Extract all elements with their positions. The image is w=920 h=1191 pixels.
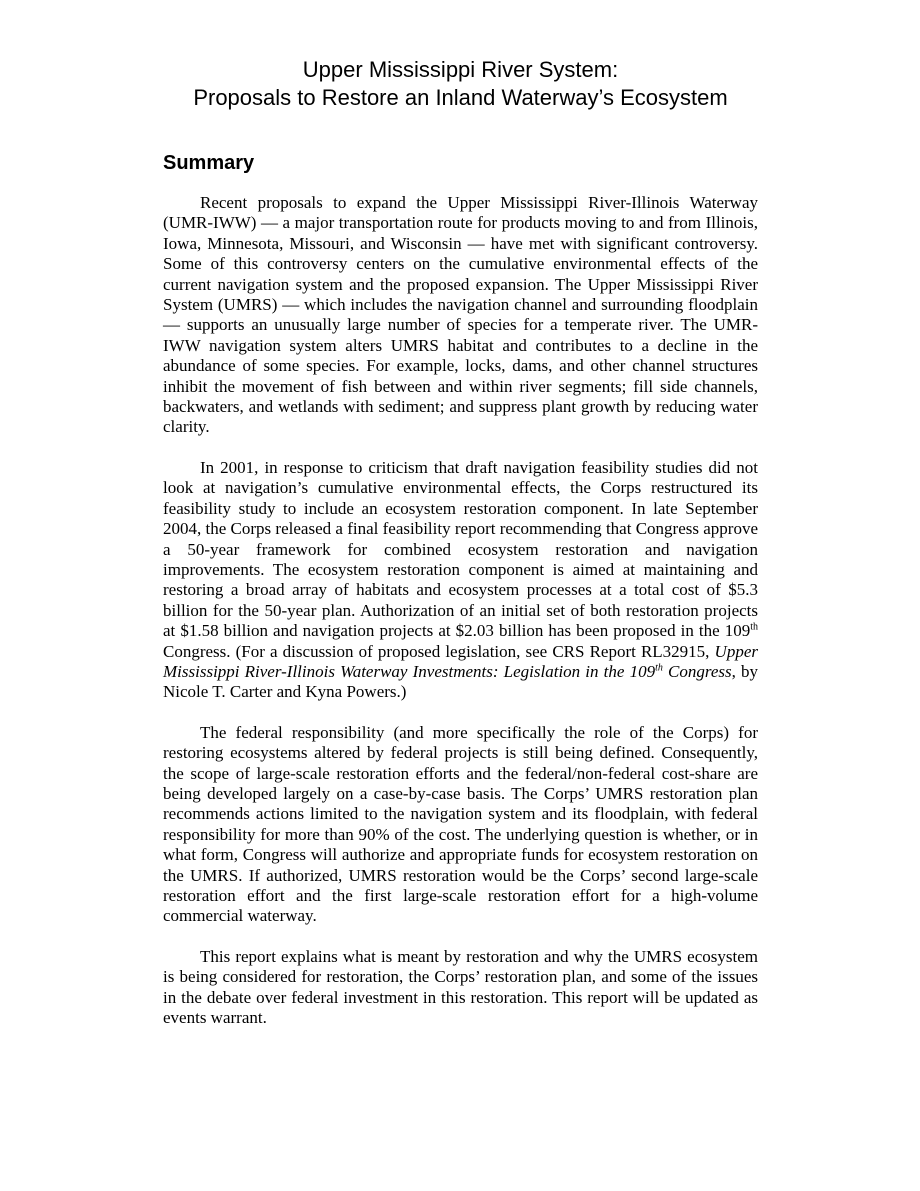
ordinal-superscript: th [750, 621, 758, 633]
summary-paragraph-4: This report explains what is meant by restoration and why the UMRS ecosystem is being considered for restoration, the Corps’ restoration plan, and some of the issues in the debate over federal investment in this restoration. This report will be updated as events warrant. [163, 946, 758, 1028]
ordinal-superscript: th [655, 662, 663, 674]
summary-heading: Summary [163, 152, 255, 174]
report-title-line-1: Upper Mississippi River System: [302, 57, 619, 82]
summary-paragraph-2 [163, 458, 758, 703]
summary-paragraph-1: Recent proposals to expand the Upper Mississippi River-Illinois Waterway (UMR-IWW) — a major transportation route for products moving to and from Illinois, Iowa, Minnesota, Missouri, and Wisconsin — have met with significant controversy. Some of this controversy centers on the cumulative environmental effects of the current navigation system and the proposed expansion. The Upper Mississippi River System (UMRS) — which includes the navigation channel and surrounding floodplain — supports an unusually large number of species for a temperate river. The UMR-IWW navigation system alters UMRS habitat and contributes to a decline in the abundance of some species. For example, locks, dams, and other channel structures inhibit the movement of fish between and within river segments; fill side channels, backwaters, and wetlands with sediment; and suppress plant growth by reducing water clarity. [163, 193, 758, 437]
paragraph-2-text-a: In 2001, in response to criticism that draft navigation feasibility studies did not look at navigation’s cumulative environmental effects, the Corps restructured its feasibility study to include an ecosystem restoration component. In late September 2004, the Corps released a final feasibility report recommending that Congress approve a 50-year framework for combined ecosystem restoration and navigation improvements. The ecosystem restoration component is aimed at maintaining and restoring a broad array of habitats and ecosystem processes at a total cost of $5.3 billion for the 50-year plan. Authorization of an initial set of both restoration projects at $1.58 billion and navigation projects at $2.03 billion has been proposed in the 109 [163, 457, 758, 641]
paragraph-2-text-b: Congress. (For a discussion of proposed legislation, see CRS Report RL32915, [163, 641, 715, 661]
report-title-line-2: Proposals to Restore an Inland Waterway’s Ecosystem [193, 85, 728, 110]
cited-title-part-a: Upper Mississippi River-Illinois Waterway Investments: Legislation in the 109 [163, 641, 758, 681]
paragraph-2-text-c: , by Nicole T. Carter and Kyna Powers.) [163, 661, 758, 702]
report-page [163, 56, 758, 1028]
cited-title-part-b: Congress [662, 661, 732, 681]
summary-paragraph-3: The federal responsibility (and more specifically the role of the Corps) for restoring ecosystems altered by federal projects is still being defined. Consequently, the scope of large-scale restoration efforts and the federal/non-federal cost-share are being developed largely on a case-by-case basis. The Corps’ UMRS restoration plan recommends actions limited to the navigation system and its floodplain, with federal responsibility for more than 90% of the cost. The underlying question is whether, or in what form, Congress will authorize and appropriate funds for ecosystem restoration on the UMRS. If authorized, UMRS restoration would be the Corps’ second large-scale restoration effort and the first large-scale restoration effort for a high-volume commercial waterway. [163, 722, 758, 926]
report-title [163, 56, 758, 112]
